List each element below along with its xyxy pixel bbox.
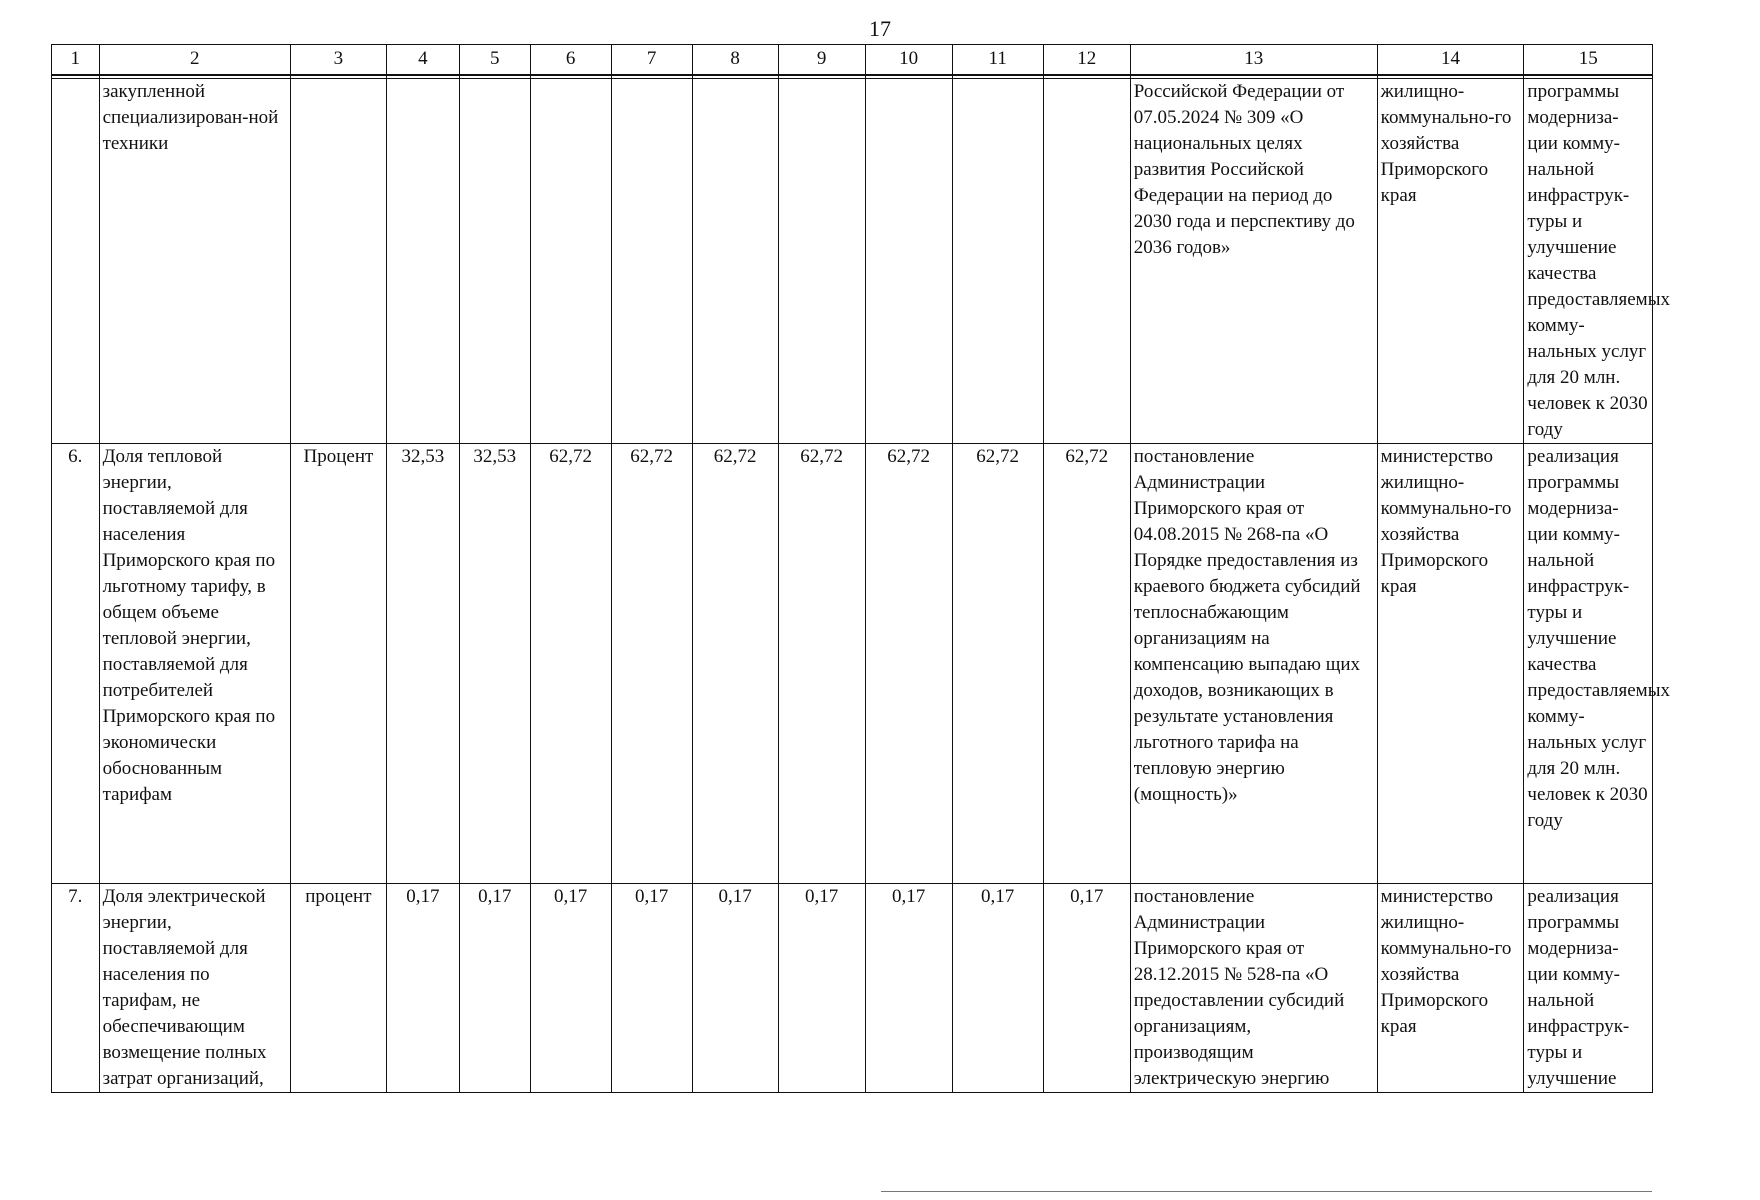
goal-cell: реализация программы модерниза-ции комму-нальной инфраструк-туры и улучшение: [1524, 884, 1653, 1093]
responsible-body-cell: министерство жилищно-коммунально-го хозяйства Приморского края: [1377, 444, 1524, 884]
row-number-cell: 6.: [52, 444, 100, 884]
goal-cell: программы модерниза-ции комму-нальной инфраструк-туры и улучшение качества предоставляемых комму-нальных услуг для 20 млн. человек к 2030 году: [1524, 79, 1653, 444]
header-cell-9: 9: [778, 45, 865, 76]
value-cell: 0,17: [952, 884, 1043, 1093]
header-cell-4: 4: [386, 45, 459, 76]
value-cell: 0,17: [778, 884, 865, 1093]
header-cell-11: 11: [952, 45, 1043, 76]
document-reference-cell: Российской Федерации от 07.05.2024 № 309 «О национальных целях развития Российской Федерации на период до 2030 года и перспективу до 2036 годов»: [1130, 79, 1377, 444]
header-row: [52, 45, 1653, 76]
value-cell: [692, 79, 778, 444]
indicators-table: [51, 44, 1670, 1093]
value-cell: 62,72: [865, 444, 952, 884]
value-cell: 62,72: [952, 444, 1043, 884]
value-cell: [952, 79, 1043, 444]
value-cell: 0,17: [1043, 884, 1130, 1093]
header-cell-8: 8: [692, 45, 778, 76]
value-cell: 0,17: [386, 884, 459, 1093]
indicator-name-cell: закупленной специализирован-ной техники: [99, 79, 290, 444]
value-cell: 62,72: [692, 444, 778, 884]
document-reference-cell: постановление Администрации Приморского края от 28.12.2015 № 528-па «О предоставлении субсидий организациям, производящим электрическую энергию: [1130, 884, 1377, 1093]
value-cell: 0,17: [692, 884, 778, 1093]
value-cell: [386, 79, 459, 444]
value-cell: [778, 79, 865, 444]
goal-cell: реализация программы модерниза-ции комму-нальной инфраструк-туры и улучшение качества предоставляемых комму-нальных услуг для 20 млн. человек к 2030 году: [1524, 444, 1653, 884]
table-row: [52, 444, 1653, 884]
row-number-cell: 7.: [52, 884, 100, 1093]
header-cell-1: 1: [52, 45, 100, 76]
document-reference-cell: постановление Администрации Приморского края от 04.08.2015 № 268-па «О Порядке предоставления из краевого бюджета субсидий теплоснабжающим организациям на компенсацию выпадаю щих доходов, возникающих в результате установления льготного тарифа на тепловую энергию (мощность)»: [1130, 444, 1377, 884]
value-cell: [865, 79, 952, 444]
header-cell-3: 3: [290, 45, 386, 76]
responsible-body-cell: жилищно-коммунально-го хозяйства Приморского края: [1377, 79, 1524, 444]
header-cell-15: 15: [1524, 45, 1653, 76]
table-row: [52, 79, 1653, 444]
value-cell: 62,72: [1043, 444, 1130, 884]
value-cell: [459, 79, 530, 444]
page-bottom-divider: [881, 1191, 1652, 1192]
header-cell-2: 2: [99, 45, 290, 76]
header-cell-5: 5: [459, 45, 530, 76]
table-row: [52, 884, 1653, 1093]
value-cell: 62,72: [778, 444, 865, 884]
indicator-name-cell: Доля электрической энергии, поставляемой для населения по тарифам, не обеспечивающим возмещение полных затрат организаций,: [99, 884, 290, 1093]
value-cell: [530, 79, 611, 444]
value-cell: 32,53: [459, 444, 530, 884]
header-cell-12: 12: [1043, 45, 1130, 76]
header-cell-7: 7: [611, 45, 692, 76]
value-cell: 62,72: [611, 444, 692, 884]
header-cell-13: 13: [1130, 45, 1377, 76]
value-cell: 0,17: [530, 884, 611, 1093]
value-cell: [611, 79, 692, 444]
unit-cell: процент: [290, 884, 386, 1093]
value-cell: 62,72: [530, 444, 611, 884]
value-cell: 0,17: [459, 884, 530, 1093]
value-cell: 0,17: [611, 884, 692, 1093]
page-number: 17: [869, 16, 891, 41]
header-cell-14: 14: [1377, 45, 1524, 76]
indicator-name-cell: Доля тепловой энергии, поставляемой для населения Приморского края по льготному тарифу, в общем объеме тепловой энергии, поставляемой для потребителей Приморского края по экономически обоснованным тарифам: [99, 444, 290, 884]
unit-cell: [290, 79, 386, 444]
unit-cell: Процент: [290, 444, 386, 884]
responsible-body-cell: министерство жилищно-коммунально-го хозяйства Приморского края: [1377, 884, 1524, 1093]
value-cell: 32,53: [386, 444, 459, 884]
header-cell-6: 6: [530, 45, 611, 76]
row-number-cell: [52, 79, 100, 444]
value-cell: 0,17: [865, 884, 952, 1093]
value-cell: [1043, 79, 1130, 444]
header-cell-10: 10: [865, 45, 952, 76]
